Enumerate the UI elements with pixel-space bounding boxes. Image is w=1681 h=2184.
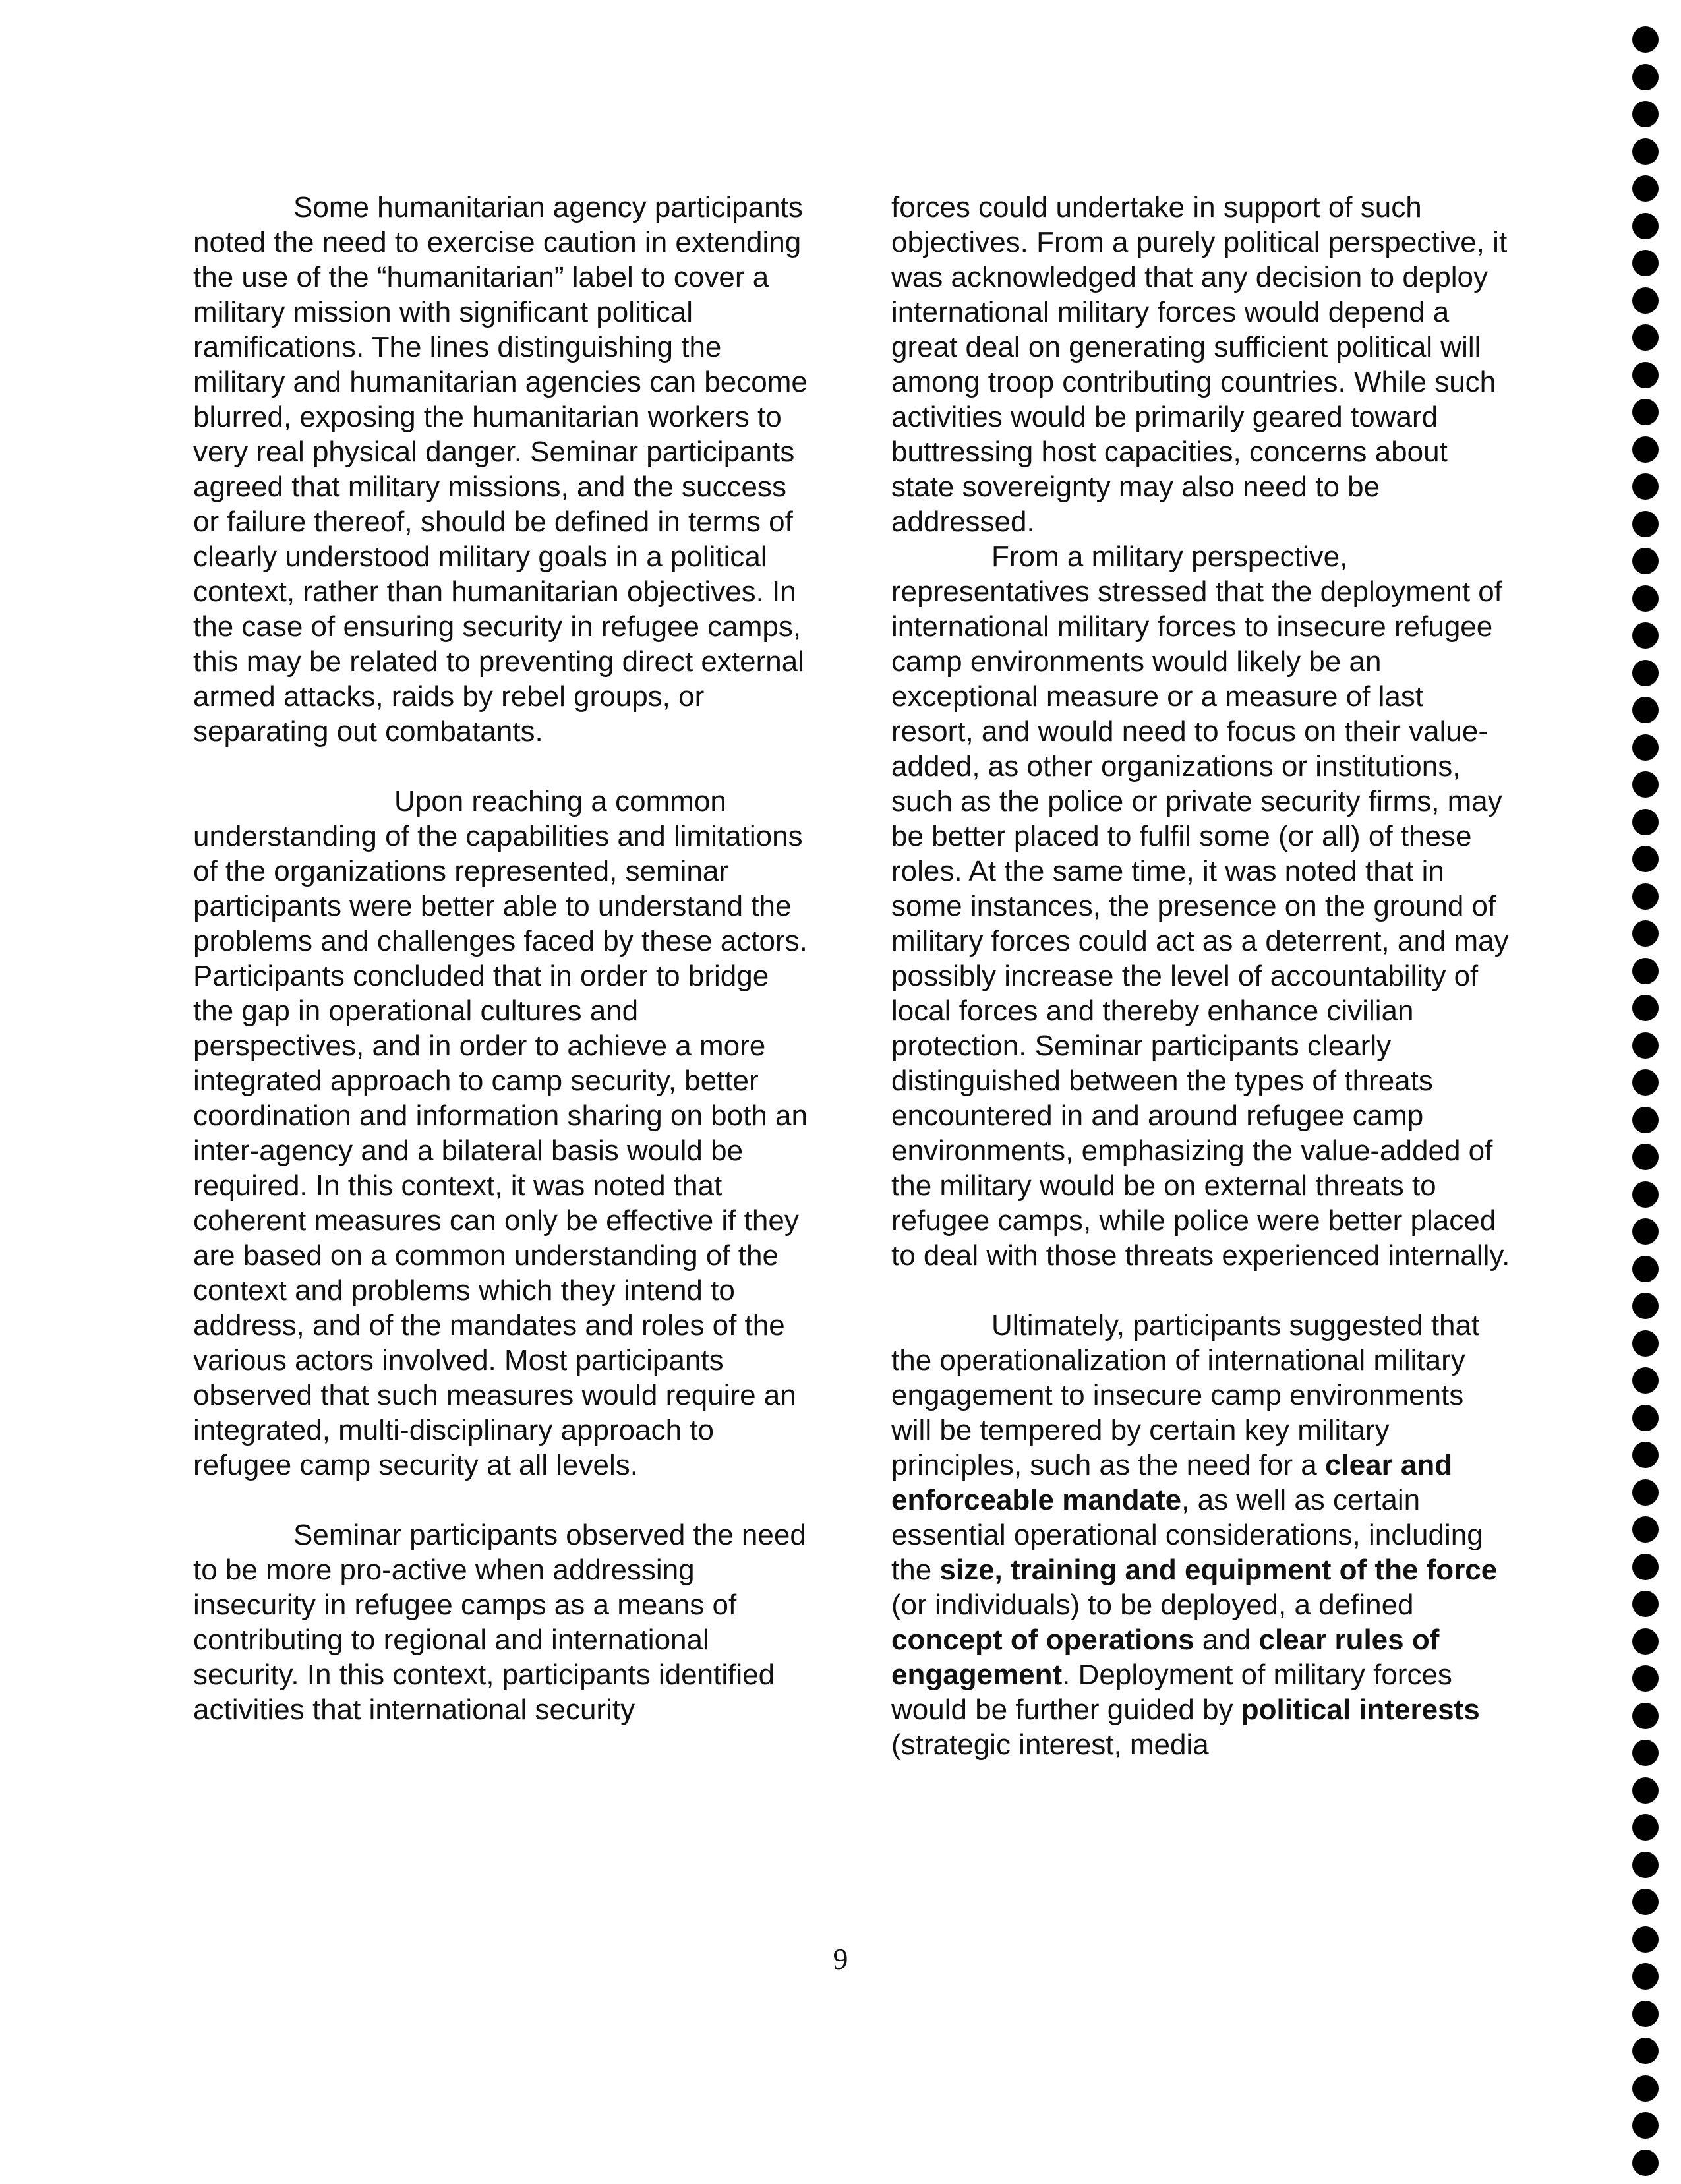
binding-hole bbox=[1632, 1107, 1659, 1133]
binding-hole bbox=[1632, 1479, 1659, 1506]
bold-phrase: size, training and equipment of the force bbox=[939, 1554, 1498, 1586]
binding-hole bbox=[1632, 2075, 1659, 2102]
binding-hole bbox=[1632, 1442, 1659, 1468]
binding-hole bbox=[1632, 1367, 1659, 1394]
paragraph bbox=[891, 1308, 1511, 1762]
paragraph: Seminar participants observed the need to be more pro-active when addressing insecurity in refugee camps as a means of contributing to regional and international security. In this context, participants identified activities that international security bbox=[193, 1519, 806, 1726]
binding-hole bbox=[1632, 1926, 1659, 1953]
bold-phrase: clear rules of engagement bbox=[891, 1624, 1440, 1691]
binding-hole bbox=[1632, 2150, 1659, 2176]
binding-hole bbox=[1632, 1963, 1659, 1990]
bold-phrase: clear and enforceable mandate bbox=[891, 1449, 1453, 1516]
binding-hole bbox=[1632, 1814, 1659, 1841]
binding-hole bbox=[1632, 1330, 1659, 1357]
binding-hole bbox=[1632, 138, 1659, 165]
binding-hole bbox=[1632, 101, 1659, 127]
binding-hole bbox=[1632, 1293, 1659, 1319]
binding-hole bbox=[1632, 771, 1659, 798]
binding-hole bbox=[1632, 2038, 1659, 2064]
binding-hole bbox=[1632, 1740, 1659, 1766]
binding-hole bbox=[1632, 846, 1659, 872]
binding-hole bbox=[1632, 1256, 1659, 1282]
binding-hole bbox=[1632, 1181, 1659, 1208]
binding-hole bbox=[1632, 920, 1659, 947]
binding-hole bbox=[1632, 1032, 1659, 1059]
paragraph: forces could undertake in support of such objectives. From a purely political perspective, it was acknowledged that any decision to deploy international military forces would depend a great deal on generating sufficient political will among troop contributing countries. While such activities would be primarily geared toward buttressing host capacities, concerns about state sovereignty may also need to be addressed. bbox=[891, 191, 1508, 538]
binding-hole bbox=[1632, 1516, 1659, 1543]
binding-hole bbox=[1632, 995, 1659, 1021]
left-column bbox=[193, 190, 813, 1727]
binding-hole bbox=[1632, 697, 1659, 723]
binding-hole bbox=[1632, 473, 1659, 500]
binding-hole bbox=[1632, 175, 1659, 202]
binding-hole bbox=[1632, 1591, 1659, 1617]
paragraph-text: , as well as certain essential operational considerations, including the bbox=[891, 1484, 1483, 1586]
binding-hole bbox=[1632, 1665, 1659, 1692]
binding-hole bbox=[1632, 250, 1659, 276]
binding-hole bbox=[1632, 1703, 1659, 1729]
binding-hole bbox=[1632, 1069, 1659, 1096]
binding-hole bbox=[1632, 213, 1659, 239]
bold-phrase: political interests bbox=[1241, 1694, 1480, 1726]
binding-hole bbox=[1632, 511, 1659, 537]
binding-hole bbox=[1632, 660, 1659, 686]
binding-hole bbox=[1632, 1889, 1659, 1915]
binding-hole bbox=[1632, 622, 1659, 649]
paragraph: From a military perspective, representatives stressed that the deployment of international military forces to insecure refugee camp environments would likely be an exceptional measure or a measure of last resort, and would need to focus on their value-added, as other organizations or institutions, such as the police or private security firms, may be better placed to fulfil some (or all) of these roles. At the same time, it was noted that in some instances, the presence on the ground of military forces could act as a deterrent, and may possibly increase the level of accountability of local forces and thereby enhance civilian protection. Seminar participants clearly distinguished between the types of threats encountered in and around refugee camp environments, emphasizing the value-added of the military would be on external threats to refugee camps, while police were better placed to deal with those threats experienced internally. bbox=[891, 541, 1510, 1272]
paragraph-text: and bbox=[1194, 1624, 1259, 1656]
binding-hole bbox=[1632, 958, 1659, 984]
binding-hole bbox=[1632, 734, 1659, 761]
binding-hole bbox=[1632, 2001, 1659, 2027]
binding-hole bbox=[1632, 1144, 1659, 1170]
binding-hole bbox=[1632, 362, 1659, 388]
binding-hole bbox=[1632, 2112, 1659, 2139]
paragraph: Some humanitarian agency participants noted the need to exercise caution in extending the use of the “humanitarian” label to cover a military mission with significant political ramifications. The lines distinguishing the military and humanitarian agencies can become blurred, exposing the humanitarian workers to very real physical danger. Seminar participants agreed that military missions, and the success or failure thereof, should be defined in terms of clearly understood military goals in a political context, rather than humanitarian objectives. In the case of ensuring security in refugee camps, this may be related to preventing direct external armed attacks, raids by rebel groups, or separating out combatants. bbox=[193, 191, 808, 748]
binding-holes bbox=[1632, 26, 1665, 2182]
page-number: 9 bbox=[833, 1942, 848, 1976]
binding-hole bbox=[1632, 1852, 1659, 1878]
binding-hole bbox=[1632, 436, 1659, 463]
binding-hole bbox=[1632, 1554, 1659, 1580]
binding-hole bbox=[1632, 883, 1659, 910]
paragraph: Upon reaching a common understanding of the capabilities and limitations of the organizations represented, seminar participants were better able to understand the problems and challenges faced by these actors. Participants concluded that in order to bridge the gap in operational cultures and perspectives, and in order to achieve a more integrated approach to camp security, better coordination and information sharing on both an inter-agency and a bilateral basis would be required. In this context, it was noted that coherent measures can only be effective if they are based on a common understanding of the context and problems which they intend to address, and of the mandates and roles of the various actors involved. Most participants observed that such measures would require an integrated, multi-disciplinary approach to refugee camp security at all levels. bbox=[193, 785, 808, 1481]
paragraph-text: Ultimately, participants suggested that the operationalization of international military engagement to insecure camp environments will be tempered by certain key military principles, such as the need for a bbox=[891, 1309, 1480, 1481]
binding-hole bbox=[1632, 548, 1659, 574]
paragraph-text: (strategic interest, media bbox=[891, 1728, 1209, 1761]
binding-hole bbox=[1632, 809, 1659, 835]
binding-hole bbox=[1632, 26, 1659, 53]
binding-hole bbox=[1632, 1405, 1659, 1431]
paragraph-text: (or individuals) to be deployed, a defined bbox=[891, 1589, 1414, 1621]
binding-hole bbox=[1632, 324, 1659, 351]
bold-phrase: concept of operations bbox=[891, 1624, 1194, 1656]
right-column bbox=[891, 190, 1511, 1762]
binding-hole bbox=[1632, 1777, 1659, 1804]
binding-hole bbox=[1632, 399, 1659, 425]
binding-hole bbox=[1632, 287, 1659, 314]
binding-hole bbox=[1632, 1628, 1659, 1655]
paragraph-text: . Deployment of military forces would be further guided by bbox=[891, 1659, 1452, 1726]
binding-hole bbox=[1632, 1218, 1659, 1245]
binding-hole bbox=[1632, 585, 1659, 612]
binding-hole bbox=[1632, 64, 1659, 90]
